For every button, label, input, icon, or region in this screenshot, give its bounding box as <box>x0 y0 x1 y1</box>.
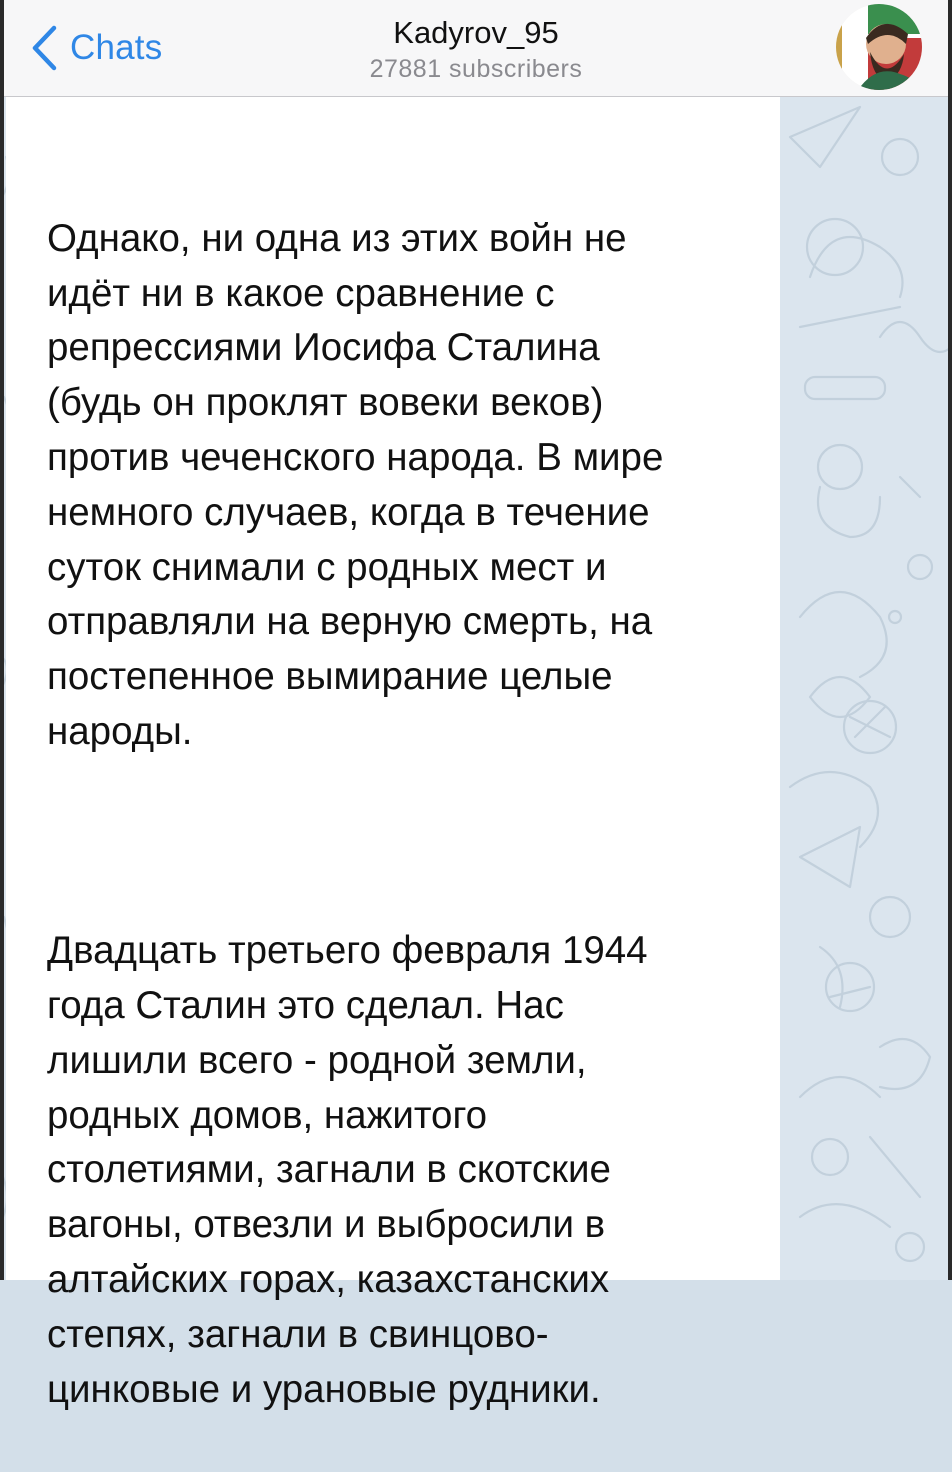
channel-info[interactable] <box>276 14 676 84</box>
message-paragraph-2: Двадцать третьего февраля 1944 года Сталин это сделал. Нас лишили всего - родной земли, родных домов, нажитого столетиями, загнали в скотские вагоны, отвезли и выбросили в алтайских горах, казахстанских степях, загнали в свинцово- цинковые и урановые рудники. <box>47 929 648 1411</box>
screen-edge-right <box>948 0 952 1280</box>
chat-header <box>0 0 952 97</box>
subscriber-count: 27881 subscribers <box>369 55 583 83</box>
message-text <box>47 157 773 1472</box>
back-to-chats-button[interactable] <box>30 22 162 74</box>
message-paragraph-1: Однако, ни одна из этих войн не идёт ни в какое сравнение с репрессиями Иосифа Сталина (будь он проклят вовеки веков) против чеченского народа. В мире немного случаев, когда в течение суток снимали с родных мест и отправляли на верную смерть, на постепенное вымирание целые народы. <box>47 216 664 753</box>
avatar-image <box>836 4 922 90</box>
channel-title: Kadyrov_95 <box>393 15 559 50</box>
message-bubble[interactable] <box>6 97 780 1411</box>
screen-edge-left <box>0 0 4 1280</box>
back-button-label: Chats <box>70 28 163 67</box>
chevron-left-icon <box>30 25 58 71</box>
channel-avatar[interactable] <box>836 4 922 90</box>
paragraph-spacer <box>47 815 773 870</box>
